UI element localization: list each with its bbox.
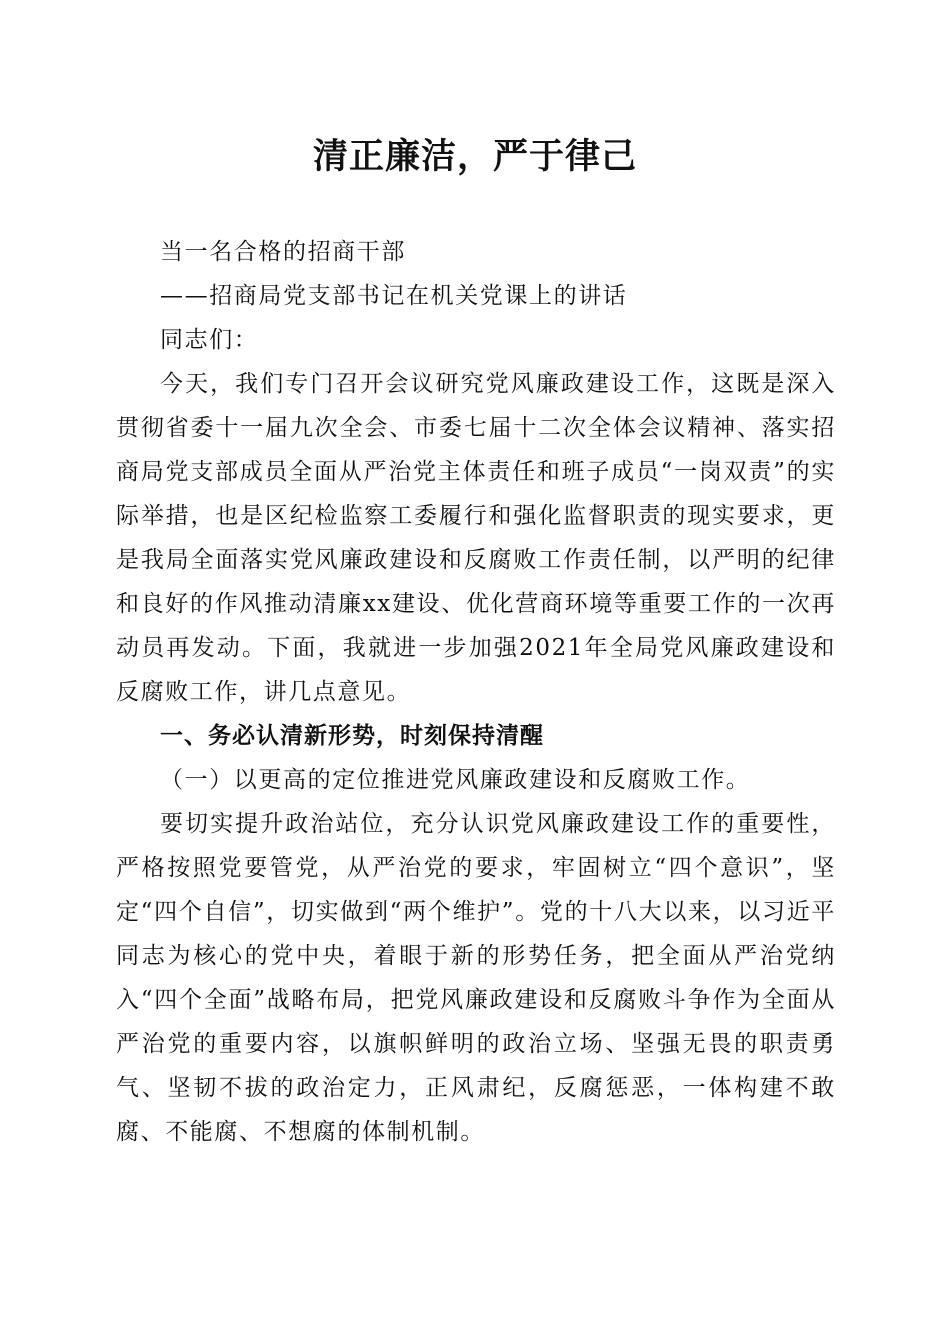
document-body bbox=[116, 230, 836, 1154]
subsection-heading: （一）以更高的定位推进党风廉政建设和反腐败工作。 bbox=[160, 767, 751, 793]
speech-subtitle: 当一名合格的招商干部 bbox=[160, 239, 406, 265]
intro-paragraph: 今天，我们专门召开会议研究党风廉政建设工作，这既是深入贯彻省委十一届九次全会、市委七届十二次全体会议精神、落实招商局党支部成员全面从严治党主体责任和班子成员“一岗双责”的实际举措，也是区纪检监察工委履行和强化监督职责的现实要求，更是我局全面落实党风廉政建设和反腐败工作责任制，以严明的纪律和良好的作风推动清廉xx建设、优化营商环境等重要工作的一次再动员再发动。下面，我就进一步加强2021年全局党风廉政建设和反腐败工作，讲几点意见。 bbox=[116, 371, 836, 705]
body-paragraph: 要切实提升政治站位，充分认识党风廉政建设工作的重要性，严格按照党要管党，从严治党的要求，牢固树立“四个意识”，坚定“四个自信”，切实做到“两个维护”。党的十八大以来，以习近平同志为核心的党中央，着眼于新的形势任务，把全面从严治党纳入“四个全面”战略布局，把党风廉政建设和反腐败斗争作为全面从严治党的重要内容，以旗帜鲜明的政治立场、坚强无畏的职责勇气、坚韧不拔的政治定力，正风肃纪，反腐惩恶，一体构建不敢腐、不能腐、不想腐的体制机制。 bbox=[116, 811, 836, 1145]
speech-byline: ——招商局党支部书记在机关党课上的讲话 bbox=[160, 283, 628, 309]
salutation: 同志们： bbox=[160, 327, 259, 353]
section-heading: 一、务必认清新形势，时刻保持清醒 bbox=[160, 723, 544, 749]
document-title: 清正廉洁，严于律己 bbox=[312, 136, 637, 177]
